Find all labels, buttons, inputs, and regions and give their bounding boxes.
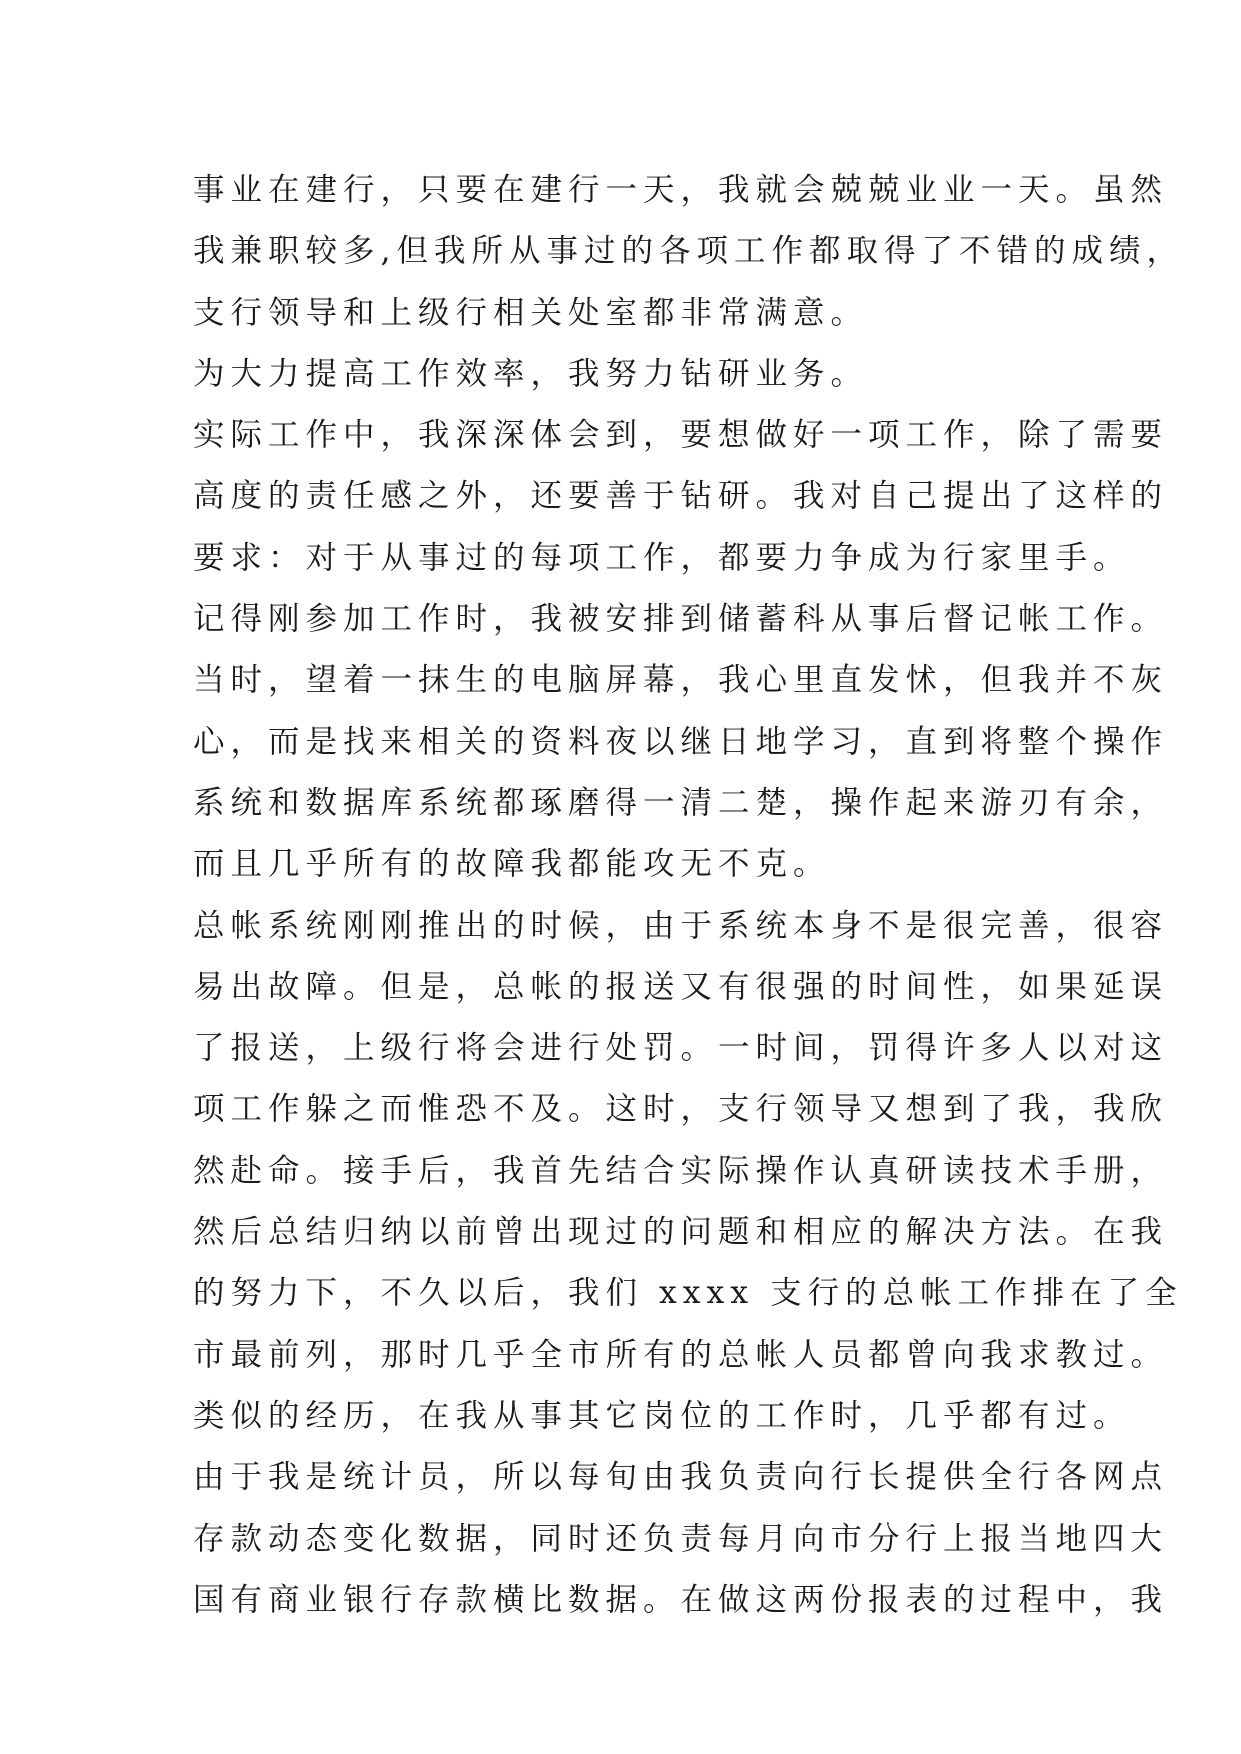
text-line: 支行领导和上级行相关处室都非常满意。	[193, 294, 869, 331]
text-line: 易出故障。但是，总帐的报送又有很强的时间性，如果延误	[193, 968, 1169, 1005]
text-line: 心，而是找来相关的资料夜以继日地学习，直到将整个操作	[193, 723, 1169, 760]
text-line: 高度的责任感之外，还要善于钻研。我对自己提出了这样的	[193, 478, 1169, 515]
text-line: 记得刚参加工作时，我被安排到储蓄科从事后督记帐工作。	[193, 601, 1169, 638]
text-line: 市最前列，那时几乎全市所有的总帐人员都曾向我求教过。	[193, 1336, 1169, 1373]
text-line: 为大力提高工作效率，我努力钻研业务。	[193, 355, 869, 392]
text-line: 由于我是统计员，所以每旬由我负责向行长提供全行各网点	[193, 1459, 1169, 1496]
text-line: 而且几乎所有的故障我都能攻无不克。	[193, 846, 831, 883]
text-line: 了报送，上级行将会进行处罚。一时间，罚得许多人以对这	[193, 1030, 1169, 1067]
text-line: 要求：对于从事过的每项工作，都要力争成为行家里手。	[193, 539, 1131, 576]
text-line: 实际工作中，我深深体会到，要想做好一项工作，除了需要	[193, 417, 1169, 454]
text-line: 存款动态变化数据，同时还负责每月向市分行上报当地四大	[193, 1520, 1169, 1557]
text-line: 然后总结归纳以前曾出现过的问题和相应的解决方法。在我	[193, 1214, 1169, 1251]
text-line: 我兼职较多,但我所从事过的各项工作都取得了不错的成绩，	[193, 233, 1185, 270]
text-line: 项工作躲之而惟恐不及。这时，支行领导又想到了我，我欣	[193, 1091, 1169, 1128]
text-line: 系统和数据库系统都琢磨得一清二楚，操作起来游刃有余，	[193, 784, 1169, 821]
text-line: 国有商业银行存款横比数据。在做这两份报表的过程中，我	[193, 1581, 1169, 1618]
body-text	[193, 160, 1185, 1631]
text-line: 当时，望着一抹生的电脑屏幕，我心里直发怵，但我并不灰	[193, 662, 1169, 699]
text-line: 然赴命。接手后，我首先结合实际操作认真研读技术手册，	[193, 1152, 1169, 1189]
text-line: 事业在建行，只要在建行一天，我就会兢兢业业一天。虽然	[193, 172, 1169, 208]
text-line: 的努力下，不久以后，我们 xxxx 支行的总帐工作排在了全	[193, 1275, 1183, 1312]
text-line: 总帐系统刚刚推出的时候，由于系统本身不是很完善，很容	[193, 907, 1169, 944]
text-line: 类似的经历，在我从事其它岗位的工作时，几乎都有过。	[193, 1397, 1131, 1434]
